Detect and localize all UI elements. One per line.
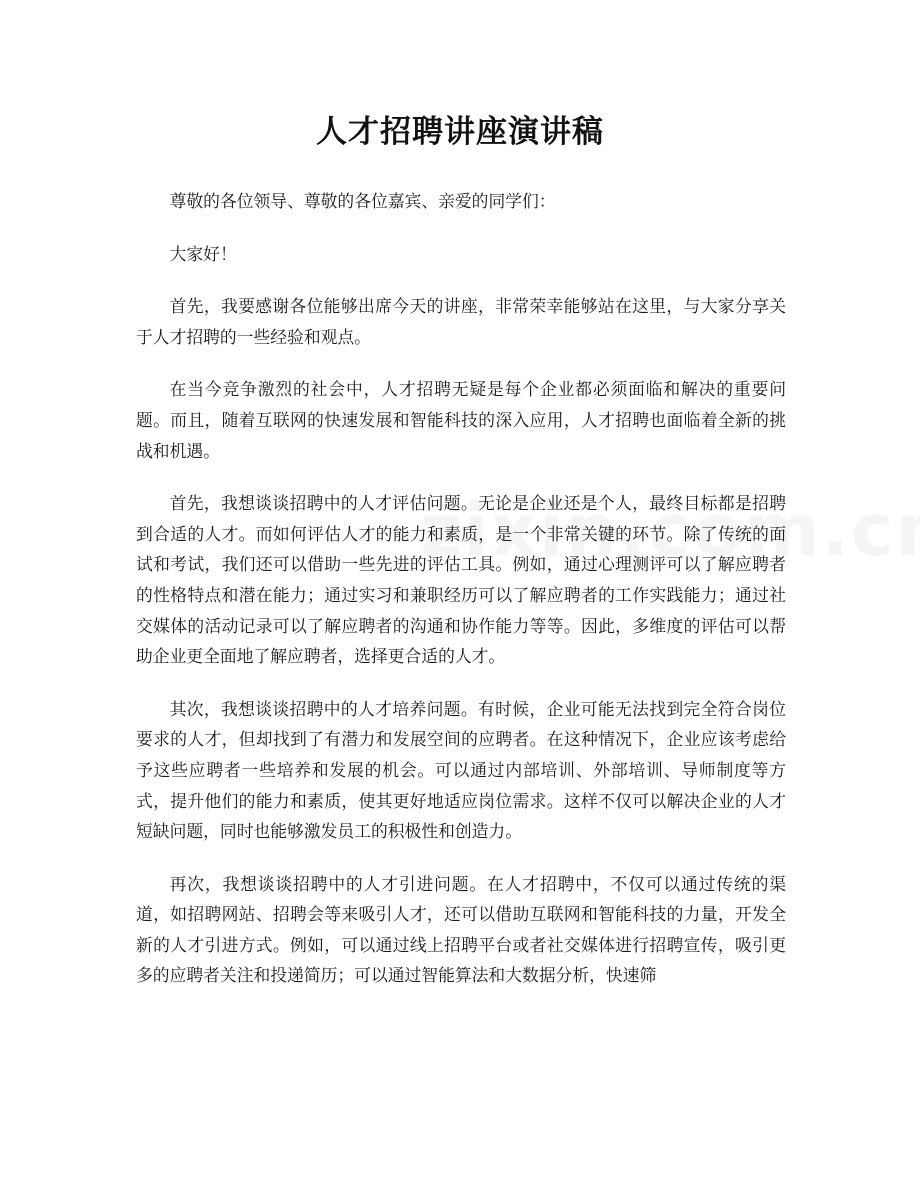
greeting-paragraph: 大家好！ xyxy=(169,243,237,264)
assessment-paragraph: 首先，我想谈谈招聘中的人才评估问题。无论是企业还是个人，最终目标都是招聘到合适的人才。而如何评估人才的能力和素质，是一个非常关键的环节。除了传统的面试和考试，我们还可以借助一些先进的评估工具。例如，通过心理测评可以了解应聘者的性格特点和潜在能力；通过实习和兼职经历可以了解应聘者的工作实践能力；通过社交媒体的活动记录可以了解应聘者的沟通和协作能力等等。因此，多维度的评估可以帮助企业更全面地了解应聘者，选择更合适的人才。 xyxy=(136,493,786,667)
recruitment-channels-paragraph: 再次，我想谈谈招聘中的人才引进问题。在人才招聘中，不仅可以通过传统的渠道，如招聘网站、招聘会等来吸引人才，还可以借助互联网和智能科技的力量，开发全新的人才引进方式。例如，可以通过线上招聘平台或者社交媒体进行招聘宣传，吸引更多的应聘者关注和投递简历；可以通过智能算法和大数据分析，快速筛 xyxy=(136,873,786,986)
salutation-paragraph: 尊敬的各位领导、尊敬的各位嘉宾、亲爱的同学们： xyxy=(169,191,556,211)
context-paragraph: 在当今竞争激烈的社会中，人才招聘无疑是每个企业都必须面临和解决的重要问题。而且，随着互联网的快速发展和智能科技的深入应用，人才招聘也面临着全新的挑战和机遇。 xyxy=(136,379,786,461)
document-body xyxy=(136,186,786,1013)
training-paragraph: 其次，我想谈谈招聘中的人才培养问题。有时候，企业可能无法找到完全符合岗位要求的人才，但却找到了有潜力和发展空间的应聘者。在这种情况下，企业应该考虑给予这些应聘者一些培养和发展的机会。可以通过内部培训、外部培训、导师制度等方式，提升他们的能力和素质，使其更好地适应岗位需求。这样不仅可以解决企业的人才短缺问题，同时也能够激发员工的积极性和创造力。 xyxy=(136,698,786,842)
intro-paragraph: 首先，我要感谢各位能够出席今天的讲座，非常荣幸能够站在这里，与大家分享关于人才招聘的一些经验和观点。 xyxy=(136,296,786,347)
page-title: 人才招聘讲座演讲稿 xyxy=(316,114,604,150)
